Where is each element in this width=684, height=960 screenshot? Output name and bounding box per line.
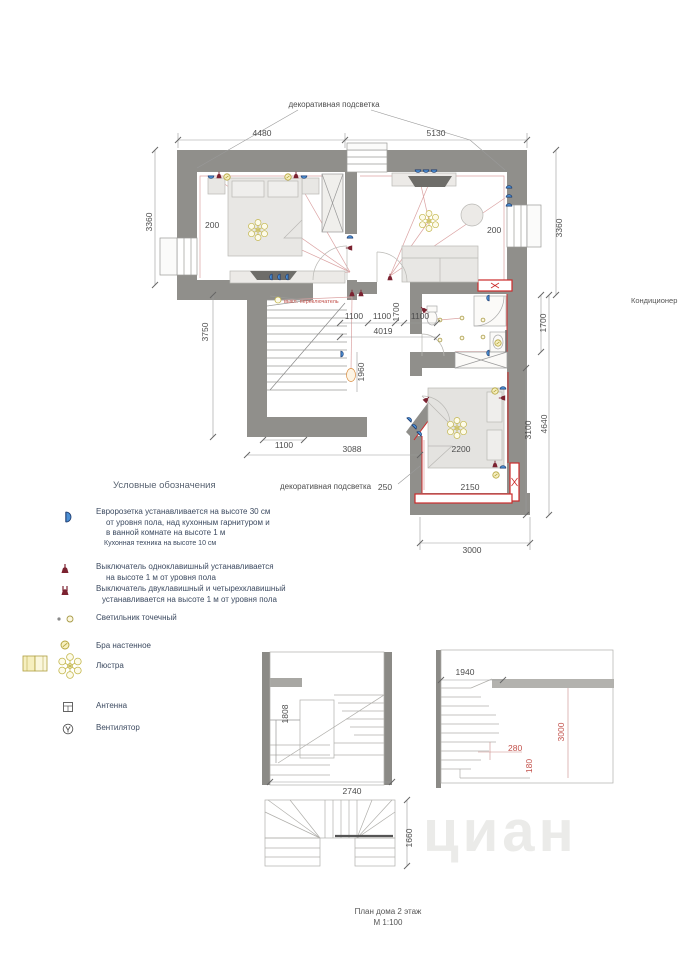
fan-icon [62,723,74,735]
socket-icon [341,351,343,357]
legend-switch-single-text: Выключатель одноклавишный устанавливается на высоте 1 м от уровня пола [96,562,274,582]
socket-icon [415,170,421,172]
legend-socket-text: Евророзетка устанавливается на высоте 30 см от уровня пола, над кухонным гарнитуром и в ванной комнате на высоте 1 м Кухонная техника на высоте 10 см [96,507,271,547]
dim-3000-bottom: 3000 [462,545,482,555]
drawing-caption [308,906,468,928]
legend-antenna-text: Антенна [96,701,128,710]
stair-section-left [262,652,395,796]
wall-lamp-rect-icon [22,655,50,673]
spot-icon [481,318,485,322]
spot-icon [460,336,464,340]
dim-2740: 2740 [342,786,362,796]
socket-icon [506,204,512,206]
switch-icon [293,172,298,178]
dim-1700-hall: 1700 [391,302,401,322]
spot-icon [481,335,485,339]
decorative-lighting-label-top: декоративная подсветка [288,100,380,109]
caption-title: План дома 2 этаж [354,907,422,916]
legend-fan-text: Вентилятор [96,723,140,732]
dim-1700: 1700 [538,313,548,333]
dim-3360-left: 3360 [144,212,154,232]
sconce-icon [495,340,501,346]
dim-1960: 1960 [356,362,366,382]
legend-title: Условные обозначения [113,480,216,491]
socket-icon [487,295,489,301]
dim-3100: 3100 [523,420,533,440]
legend-chandelier-text: Люстра [96,661,124,670]
caption-scale: М 1:100 [373,918,403,927]
air-conditioner-label: Кондиционер [631,296,678,305]
spot-light-icon [54,613,78,625]
spot-icon [438,338,442,342]
switch-double-icon [58,585,72,597]
dim-4019: 4019 [373,326,393,336]
switch-note-label: выкл. переключатель [284,299,339,305]
socket-icon [286,274,288,280]
dim-4640: 4640 [539,414,549,434]
socket-icon [407,416,413,422]
dim-280: 280 [508,743,523,753]
legend-switch-double-text: Выключатель двуклавишный и четырехклавишный устанавливается на высоте 1 м от уровня пола [96,584,286,604]
dim-1100-b: 1100 [372,311,392,321]
socket-icon [347,236,353,238]
dim-200-bedroom: 200 [205,220,220,230]
sconce-icon [285,174,291,180]
socket-icon [506,186,512,188]
socket-icon [500,387,506,389]
spot-icon [460,316,464,320]
watermark: циан [423,799,578,864]
dim-3088: 3088 [342,444,362,454]
legend-sconce-text: Бра настенное [96,641,151,650]
stair-plan-bottom [265,797,414,869]
dim-1808: 1808 [280,704,290,724]
dim-1100-a: 1100 [344,311,364,321]
dim-2200: 2200 [451,444,471,454]
sconce-icon [493,472,499,478]
dim-3750: 3750 [200,322,210,342]
socket-icon [431,170,437,172]
dim-3000-section: 3000 [556,722,566,742]
legend-spot-text: Светильник точечный [96,613,177,622]
socket-icon [487,350,489,356]
sconce-icon [224,174,230,180]
dim-180: 180 [524,758,534,774]
chandelier-icon [54,650,86,682]
decorative-lighting-label-mid: декоративная подсветка [280,482,372,491]
dim-250: 250 [377,482,393,492]
socket-icon [506,195,512,197]
dim-1660: 1660 [404,828,414,848]
socket-icon [500,466,506,468]
stair-section-right [436,650,614,788]
dim-4480: 4480 [252,128,272,138]
switch-single-icon [58,563,72,575]
socket-icon [301,176,307,178]
socket-icon [208,176,214,178]
switch-icon [216,172,221,178]
dim-1940: 1940 [455,667,475,677]
socket-icon [278,274,280,280]
dim-1100-c: 1100 [410,311,430,321]
dim-5130: 5130 [426,128,446,138]
dim-2150: 2150 [460,482,480,492]
dim-1100-bottom: 1100 [274,440,294,450]
antenna-icon [62,701,74,713]
dim-200-living: 200 [487,225,502,235]
dim-3360-right: 3360 [554,218,564,238]
sconce-icon [492,388,498,394]
socket-icon [270,274,272,280]
euro-socket-icon [58,510,74,524]
chandelier-living [420,211,439,232]
socket-icon [423,170,429,172]
sconce-icon [275,297,281,303]
